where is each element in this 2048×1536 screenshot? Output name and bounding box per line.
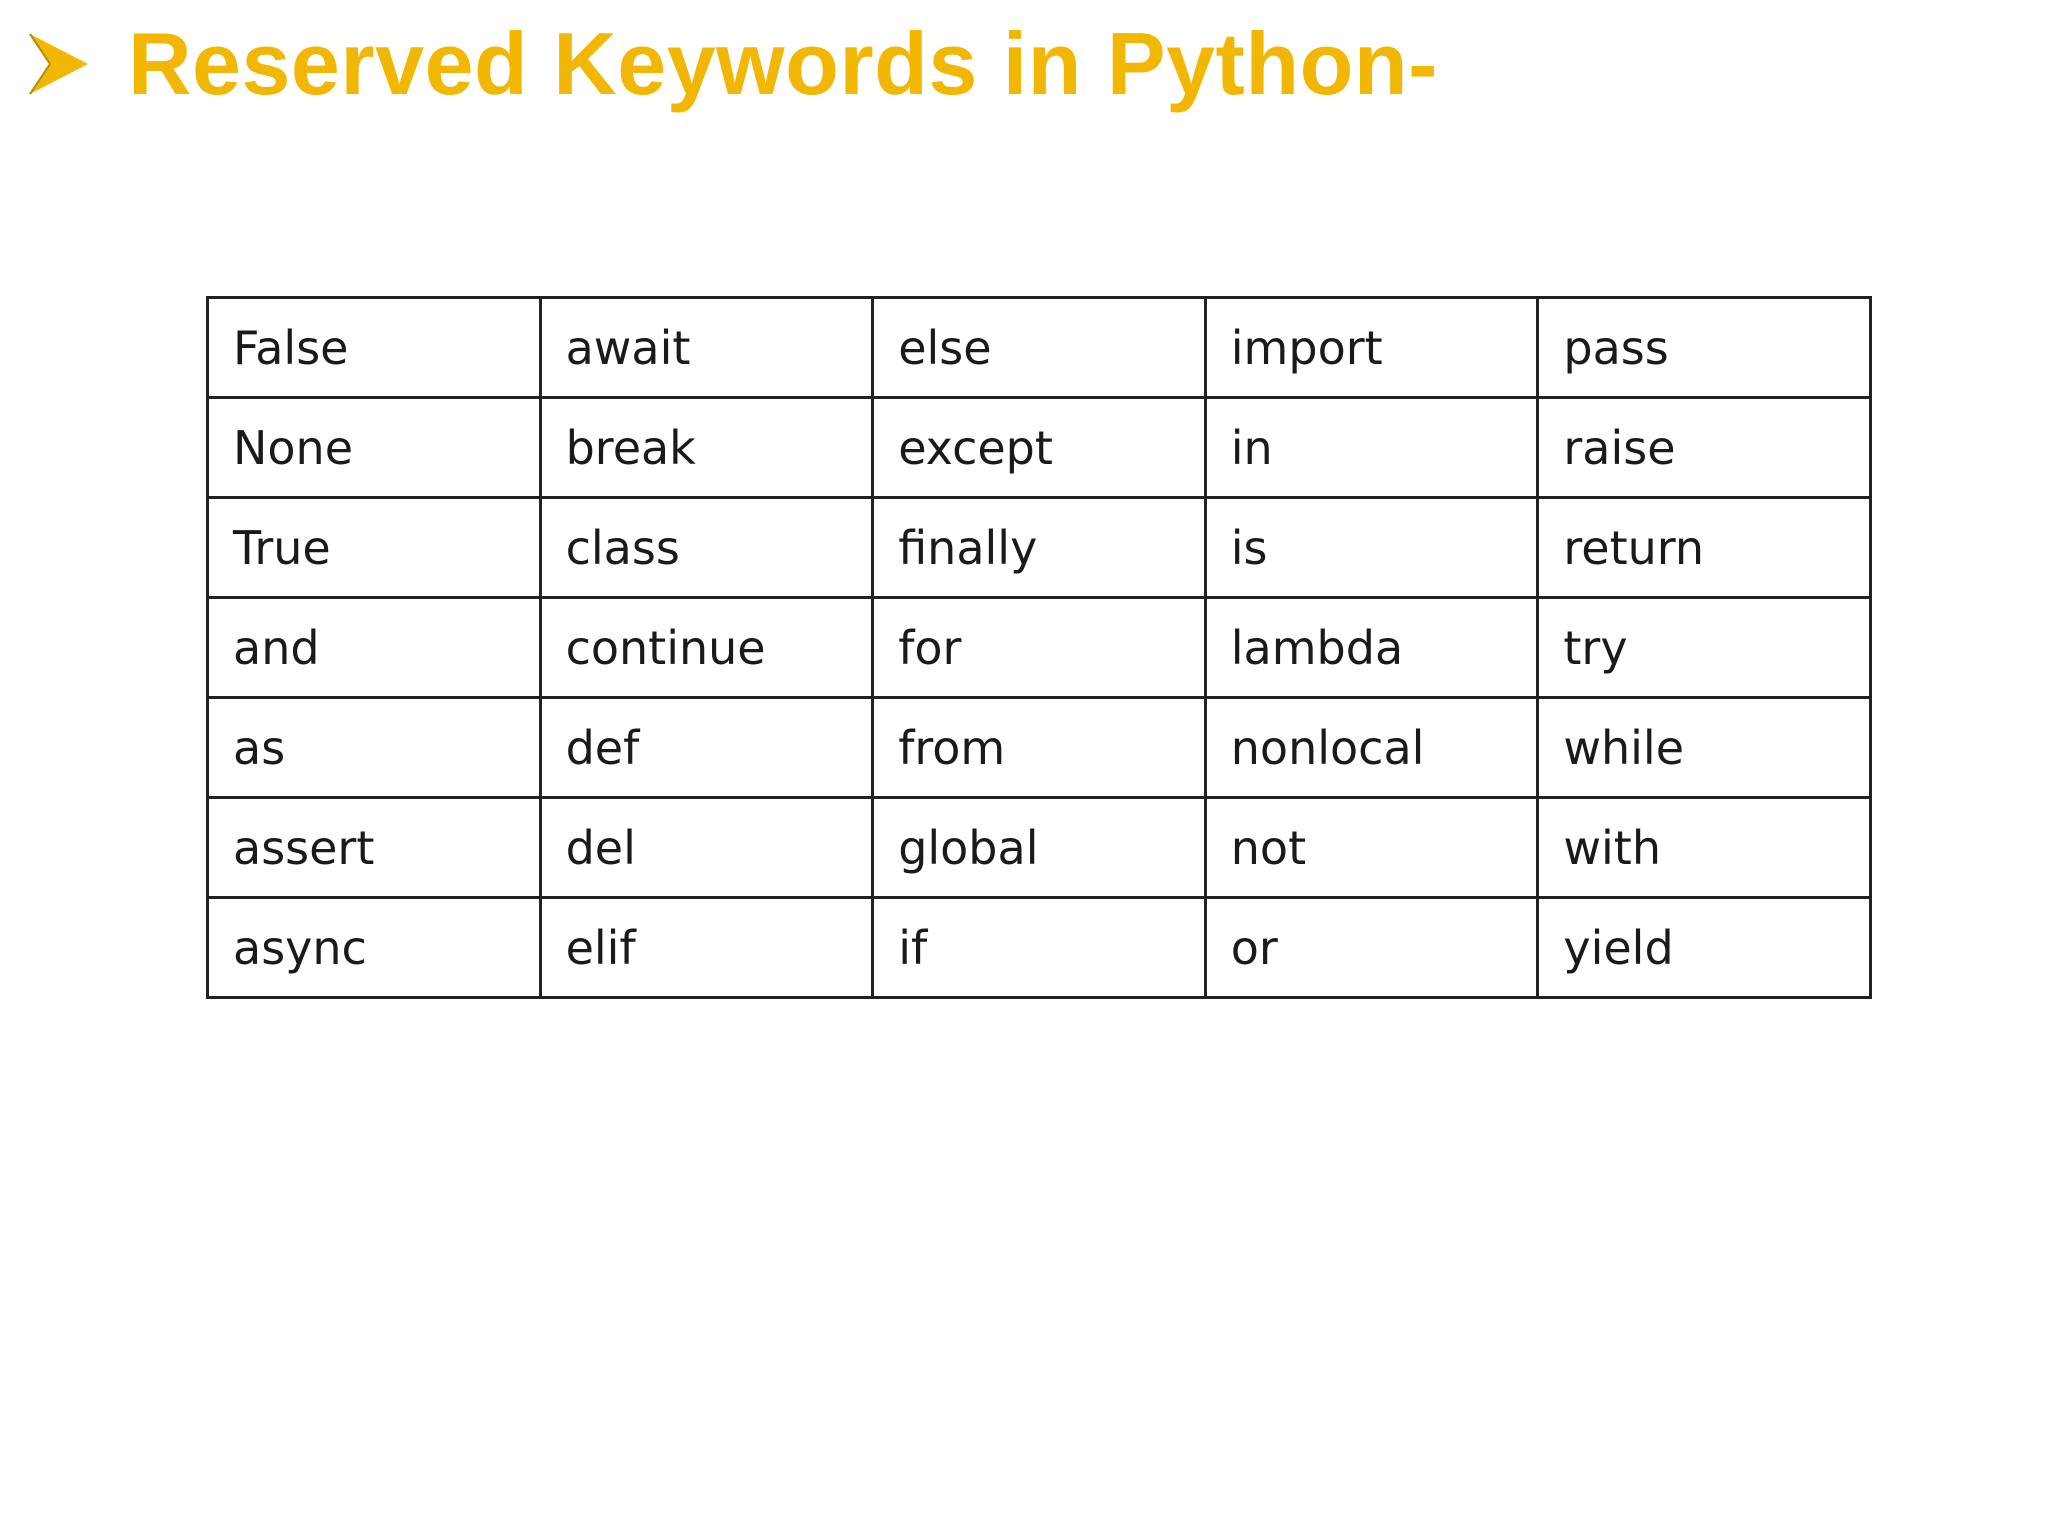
keyword-cell: from [873,698,1206,798]
table-row [208,298,1871,398]
keyword-cell: break [540,398,873,498]
table-row [208,498,1871,598]
slide-heading [28,8,1438,120]
keyword-cell: and [208,598,541,698]
keyword-cell: yield [1538,898,1871,998]
table-row [208,698,1871,798]
table-row [208,798,1871,898]
keyword-cell: assert [208,798,541,898]
keyword-cell: raise [1538,398,1871,498]
keyword-cell: lambda [1205,598,1538,698]
keyword-cell: return [1538,498,1871,598]
keyword-cell: is [1205,498,1538,598]
keyword-cell: while [1538,698,1871,798]
keyword-cell: async [208,898,541,998]
keyword-cell: class [540,498,873,598]
table-row [208,598,1871,698]
keyword-cell: except [873,398,1206,498]
keyword-cell: del [540,798,873,898]
keyword-cell: or [1205,898,1538,998]
keyword-cell: def [540,698,873,798]
keyword-cell: await [540,298,873,398]
keyword-cell: for [873,598,1206,698]
keyword-cell: nonlocal [1205,698,1538,798]
keywords-table [206,296,1872,999]
keyword-cell: pass [1538,298,1871,398]
keyword-cell: False [208,298,541,398]
keyword-cell: try [1538,598,1871,698]
keywords-table-body [208,298,1871,998]
keyword-cell: else [873,298,1206,398]
page-title: Reserved Keywords in Python- [128,14,1438,113]
keyword-cell: global [873,798,1206,898]
table-row [208,398,1871,498]
keyword-cell: True [208,498,541,598]
keyword-cell: if [873,898,1206,998]
keyword-cell: continue [540,598,873,698]
keyword-cell: in [1205,398,1538,498]
keyword-cell: elif [540,898,873,998]
keyword-cell: None [208,398,541,498]
keyword-cell: not [1205,798,1538,898]
table-row [208,898,1871,998]
keyword-cell: with [1538,798,1871,898]
arrowhead-bullet-icon [28,32,90,96]
keyword-cell: finally [873,498,1206,598]
keyword-cell: import [1205,298,1538,398]
keyword-cell: as [208,698,541,798]
